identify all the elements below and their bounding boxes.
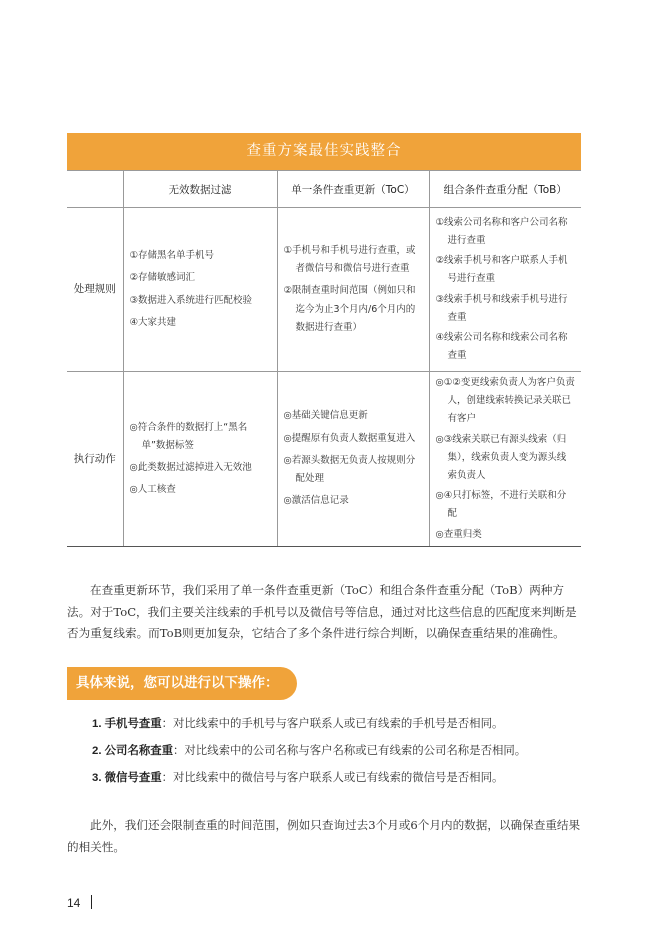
column-header-single-condition: 单一条件查重更新（ToC） — [277, 171, 429, 208]
list-item: ◎④只打标签，不进行关联和分配 — [435, 490, 567, 520]
list-item: ①手机号和手机号进行查重，或者微信号和微信号进行查重 — [283, 244, 416, 275]
operation-description: ：对比线索中的手机号与客户联系人或已有线索的手机号是否相同。 — [161, 716, 504, 730]
list-item: ◎人工核查 — [129, 484, 176, 496]
list-item: ◎若源头数据无负责人按规则分配处理 — [283, 454, 416, 485]
list-item: ②线索手机号和客户联系人手机号进行查重 — [435, 255, 568, 285]
operation-title: 3. 微信号查重 — [92, 772, 162, 784]
page-number: 14 — [67, 896, 81, 910]
list-item — [92, 742, 526, 769]
list-item — [92, 769, 526, 796]
column-header-combined-condition: 组合条件查重分配（ToB） — [429, 171, 581, 208]
actions-single-condition-cell — [277, 372, 429, 547]
actions-invalid-filter-cell — [123, 372, 277, 547]
list-item: ◎此类数据过滤掉进入无效池 — [129, 461, 252, 473]
operation-description: ：对比线索中的微信号与客户联系人或已有线索的微信号是否相同。 — [161, 770, 504, 784]
table-grid — [67, 170, 581, 547]
table-row-rules — [67, 208, 581, 372]
actions-combined-condition-cell — [429, 372, 581, 547]
rules-combined-condition-cell — [429, 208, 581, 372]
rules-invalid-filter-cell — [123, 208, 277, 372]
list-item: ②存储敏感词汇 — [129, 272, 196, 284]
operation-title: 1. 手机号查重 — [92, 718, 162, 730]
list-item: ◎符合条件的数据打上“黑名单”数据标签 — [129, 421, 248, 451]
operation-title: 2. 公司名称查重 — [92, 745, 174, 757]
list-item: ②限制查重时间范围（例如只和迄今为止3个月内/6个月内的数据进行查重） — [283, 285, 416, 333]
table-corner-cell — [67, 171, 123, 208]
table-title: 查重方案最佳实践整合 — [67, 133, 581, 170]
rules-single-condition-cell — [277, 208, 429, 372]
table-header-row — [67, 171, 581, 208]
list-item: ③数据进入系统进行匹配校验 — [129, 294, 253, 306]
list-item: ③线索手机号和线索手机号进行查重 — [435, 293, 568, 323]
list-item: ◎提醒原有负责人数据重复进入 — [283, 432, 416, 444]
list-item: ◎查重归类 — [435, 528, 482, 540]
list-item: ◎激活信息记录 — [283, 495, 349, 507]
column-header-invalid-filter: 无效数据过滤 — [123, 171, 277, 208]
closing-paragraph: 此外，我们还会限制查重的时间范围，例如只查询过去3个月或6个月内的数据，以确保查重结果的相关性。 — [67, 818, 581, 854]
section-subheading: 具体来说，您可以进行以下操作： — [67, 667, 297, 700]
best-practice-table — [67, 133, 581, 547]
list-item: ④大家共建 — [129, 316, 177, 328]
operation-description: ：对比线索中的公司名称与客户名称或已有线索的公司名称是否相同。 — [173, 743, 527, 757]
row-label-actions: 执行动作 — [67, 372, 123, 547]
list-item: ①线索公司名称和客户公司名称进行查重 — [435, 216, 568, 246]
list-item — [92, 715, 526, 742]
table-row-actions — [67, 372, 581, 547]
list-item: ◎③线索关联已有源头线索（归集），线索负责人变为源头线索负责人 — [435, 433, 567, 482]
row-label-rules: 处理规则 — [67, 208, 123, 372]
list-item: ◎基础关键信息更新 — [283, 410, 368, 422]
list-item: ◎①②变更线索负责人为客户负责人，创建线索转换记录关联已有客户 — [435, 377, 575, 425]
list-item: ①存储黑名单手机号 — [129, 250, 215, 262]
operations-list — [92, 715, 526, 796]
intro-paragraph: 在查重更新环节，我们采用了单一条件查重更新（ToC）和组合条件查重分配（ToB）两种方法。对于ToC，我们主要关注线索的手机号以及微信号等信息，通过对比这些信息的匹配度来判断是否为重复线索。而ToB则更加复杂，它结合了多个条件进行综合判断，以确保查重结果的准确性。 — [67, 583, 577, 640]
list-item: ④线索公司名称和线索公司名称查重 — [435, 331, 568, 362]
page-number-divider — [91, 895, 92, 909]
